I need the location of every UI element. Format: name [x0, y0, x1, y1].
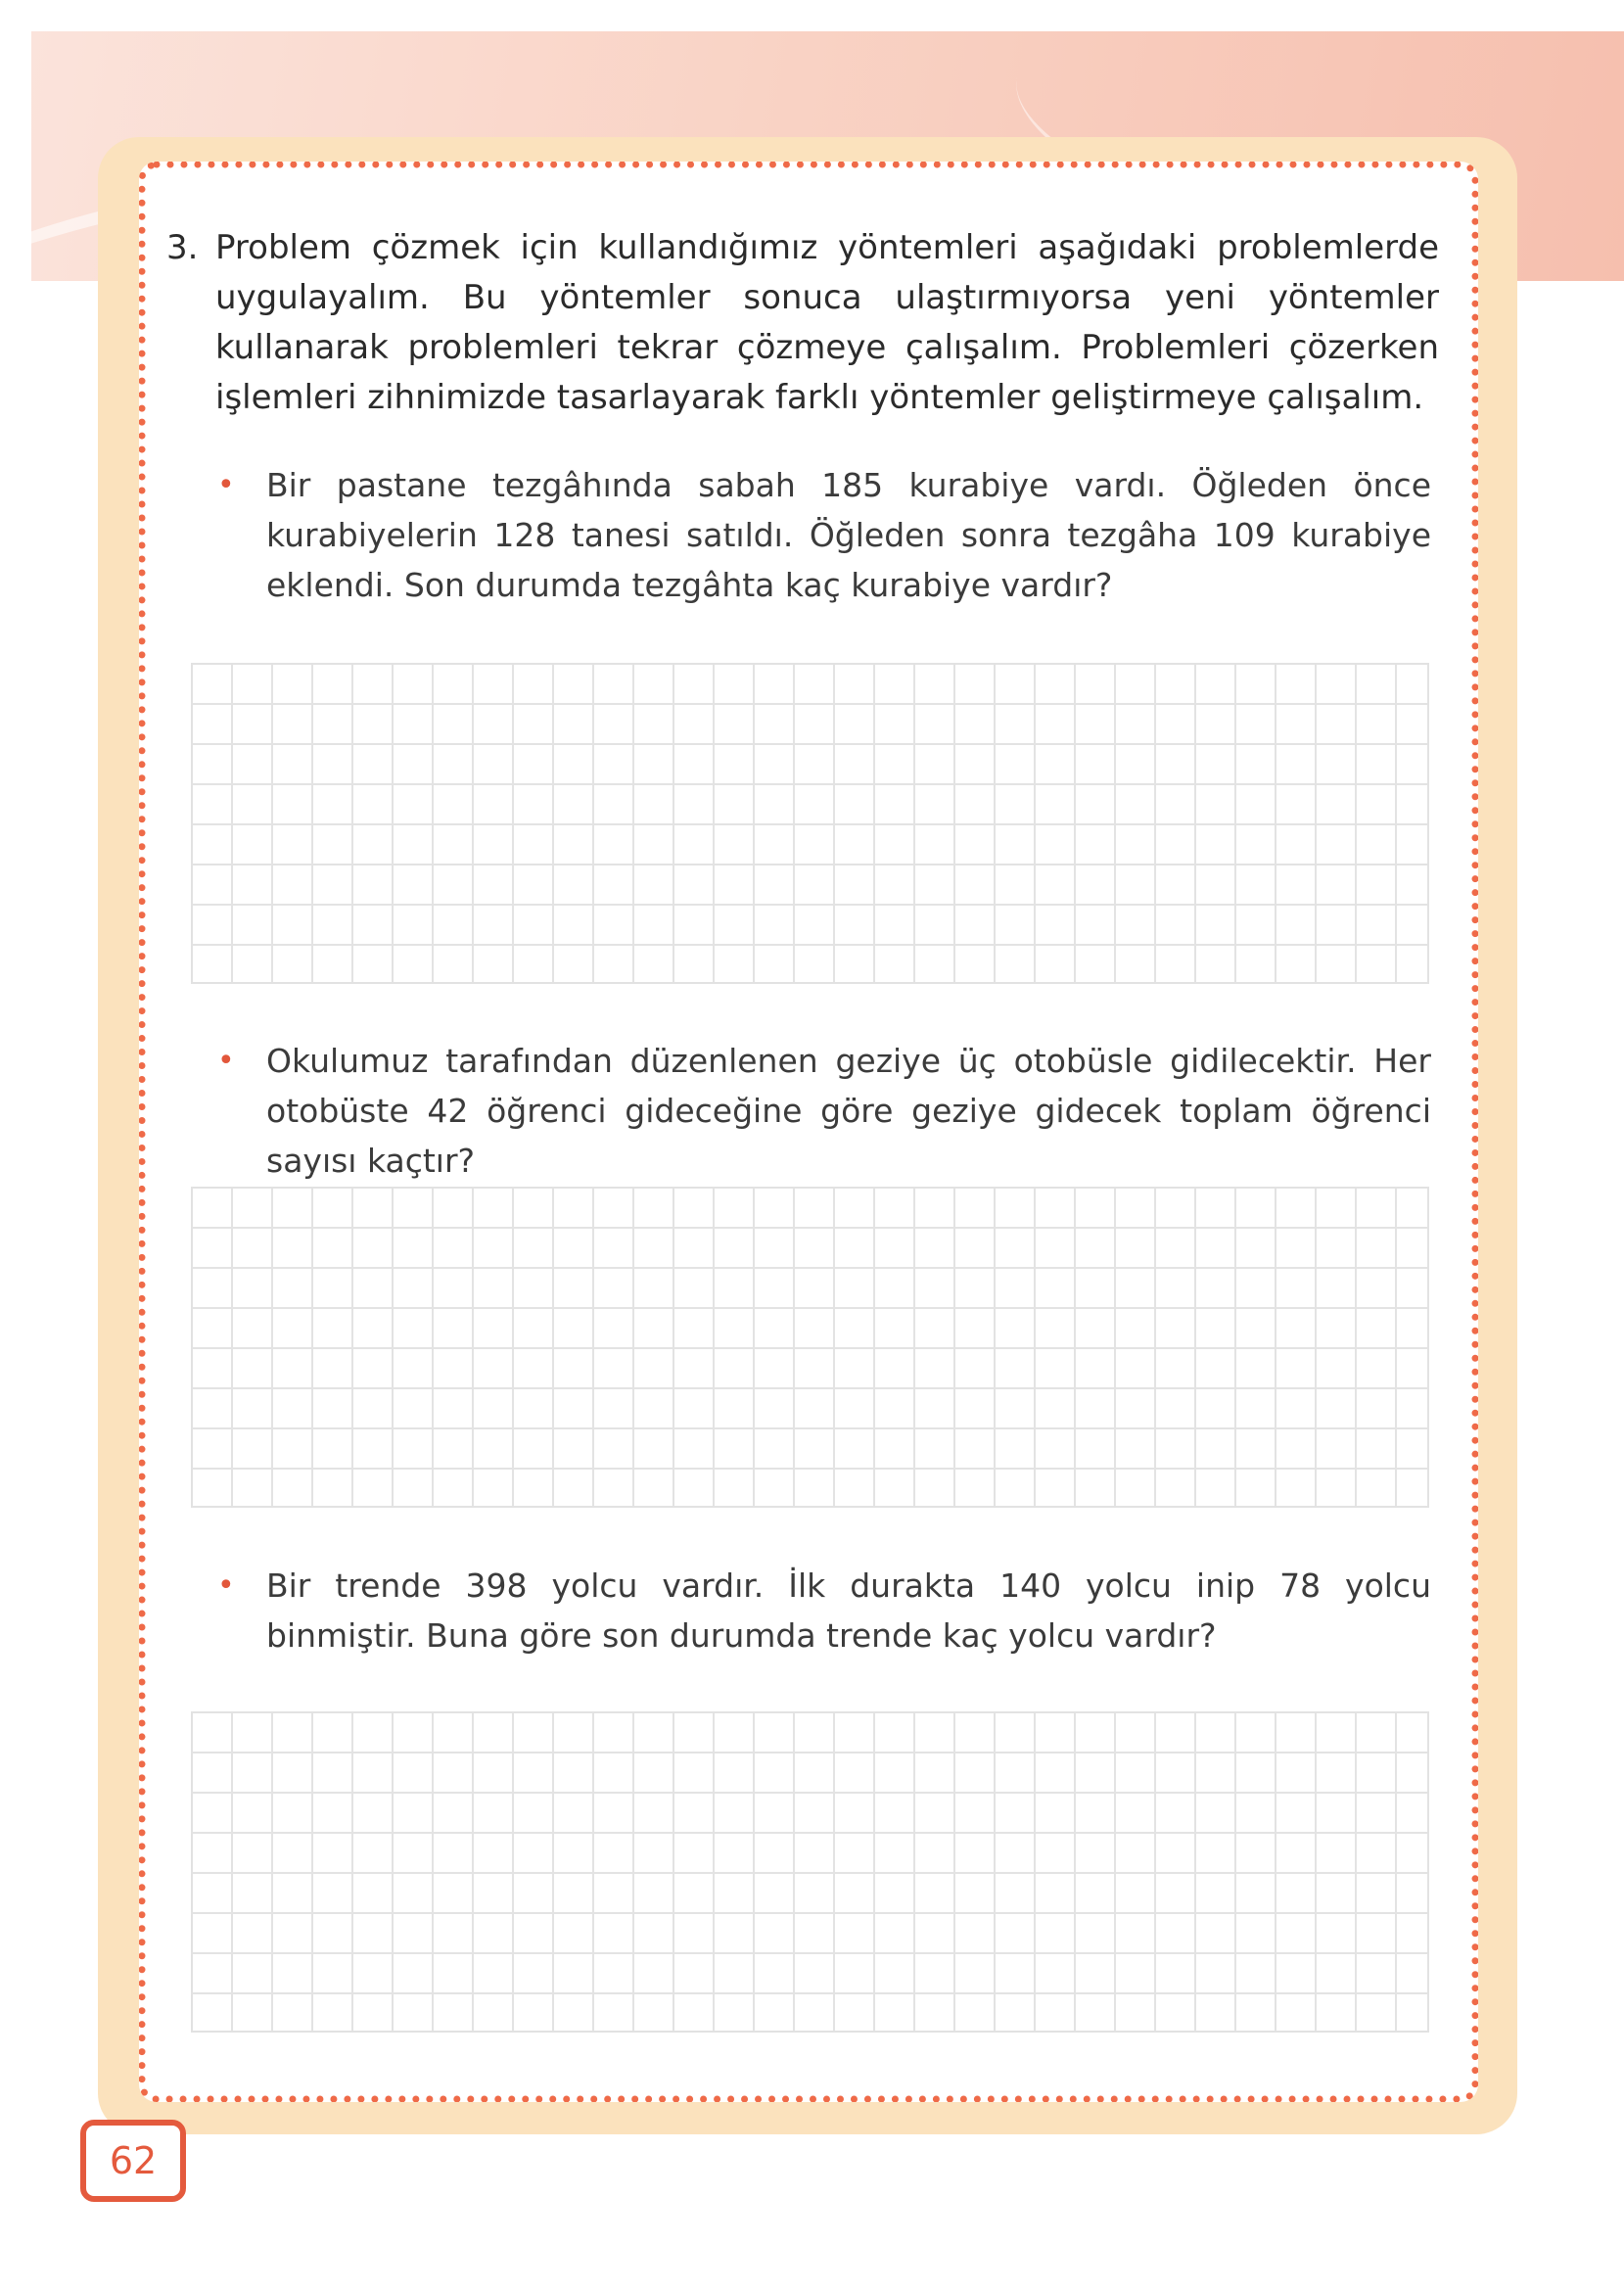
problem-item: [217, 460, 1431, 610]
problem-item: [217, 1036, 1431, 1186]
exercise-number: 3.: [166, 228, 199, 267]
bullet-icon: •: [217, 468, 235, 502]
problem-item: [217, 1561, 1431, 1660]
bullet-icon: •: [217, 1568, 235, 1603]
answer-grid[interactable]: [191, 663, 1429, 984]
problem-text: Bir trende 398 yolcu vardır. İlk durakta 140 yolcu inip 78 yolcu binmiştir. Buna göre son durumda trende kaç yolcu vardır?: [266, 1566, 1431, 1655]
problem-text: Okulumuz tarafından düzenlenen geziye üç otobüsle gidilecektir. Her otobüste 42 öğrenci gideceğine göre geziye gidecek toplam öğrenci sayısı kaçtır?: [266, 1042, 1431, 1180]
problem-text: Bir pastane tezgâhında sabah 185 kurabiye vardı. Öğleden önce kurabiyelerin 128 tanesi satıldı. Öğleden sonra tezgâha 109 kurabiye eklendi. Son durumda tezgâhta kaç kurabiye vardır?: [266, 466, 1431, 604]
answer-grid[interactable]: [191, 1187, 1429, 1508]
page-number: 62: [80, 2120, 186, 2202]
instructions-text: Problem çözmek için kullandığımız yöntemleri aşağıdaki problemlerde uygulayalım. Bu yöntemler sonuca ulaştırmıyorsa yeni yöntemler kullanarak problemleri tekrar çözmeye çalışalım. Problemleri çözerken işlemleri zihnimizde tasarlayarak farklı yöntemler geliştirmeye çalışalım.: [215, 228, 1439, 417]
bullet-icon: •: [217, 1044, 235, 1078]
answer-grid[interactable]: [191, 1711, 1429, 2033]
exercise-instructions: [166, 223, 1439, 423]
